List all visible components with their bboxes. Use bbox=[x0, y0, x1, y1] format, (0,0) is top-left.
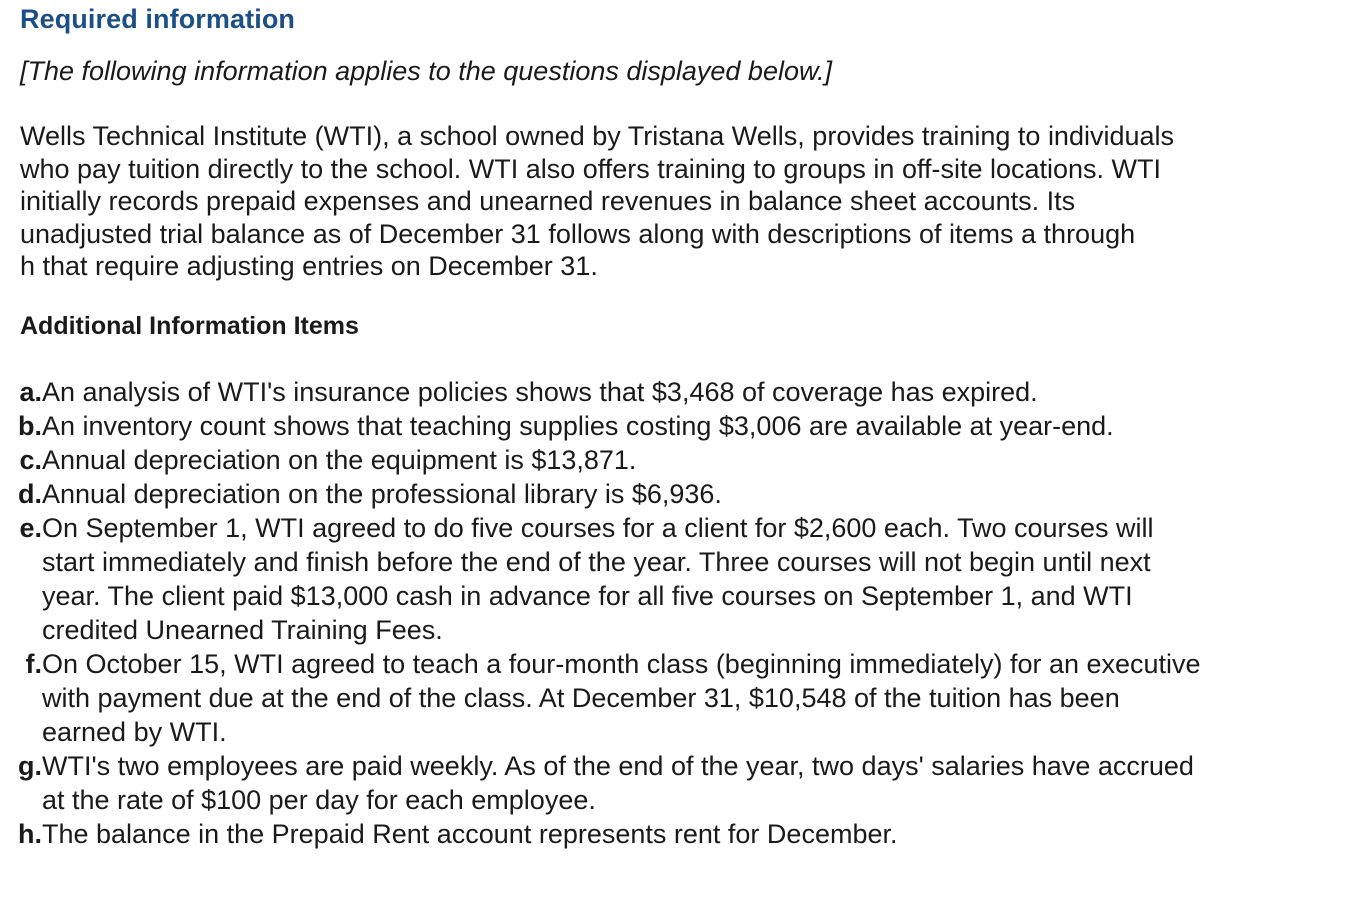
item-line: year. The client paid $13,000 cash in advance for all five courses on September 1, and WTI bbox=[42, 581, 1133, 611]
item-line: On October 15, WTI agreed to teach a four-month class (beginning immediately) for an executive bbox=[42, 649, 1201, 679]
list-item bbox=[10, 375, 1330, 409]
item-line: An inventory count shows that teaching supplies costing $3,006 are available at year-end. bbox=[42, 411, 1114, 441]
item-letter: e. bbox=[19, 513, 42, 543]
list-item bbox=[10, 443, 1330, 477]
item-line: start immediately and finish before the end of the year. Three courses will not begin until next bbox=[42, 547, 1151, 577]
required-information-title: Required information bbox=[20, 4, 296, 34]
item-text bbox=[42, 511, 1330, 647]
list-item bbox=[10, 409, 1330, 443]
item-letter: a. bbox=[19, 377, 42, 407]
item-line: at the rate of $100 per day for each employee. bbox=[42, 785, 596, 815]
item-line: Annual depreciation on the equipment is $13,871. bbox=[42, 445, 637, 475]
item-letter: b. bbox=[18, 411, 42, 441]
list-item bbox=[10, 749, 1330, 817]
item-text bbox=[42, 749, 1330, 817]
intro-line: who pay tuition directly to the school. WTI also offers training to groups in off-site locations. WTI bbox=[20, 153, 1162, 184]
intro-line: h that require adjusting entries on December 31. bbox=[20, 251, 598, 281]
item-line: WTI's two employees are paid weekly. As of the end of the year, two days' salaries have accrued bbox=[42, 751, 1194, 781]
item-line: On September 1, WTI agreed to do five courses for a client for $2,600 each. Two courses will bbox=[42, 513, 1154, 543]
item-line: credited Unearned Training Fees. bbox=[42, 615, 443, 645]
item-letter: d. bbox=[18, 479, 42, 509]
item-line: with payment due at the end of the class. At December 31, $10,548 of the tuition has been bbox=[42, 683, 1120, 713]
item-letter: c. bbox=[19, 445, 42, 475]
item-letter: g. bbox=[18, 751, 42, 781]
item-line: An analysis of WTI's insurance policies shows that $3,468 of coverage has expired. bbox=[42, 377, 1038, 407]
item-text bbox=[42, 443, 1330, 477]
list-item bbox=[10, 647, 1330, 749]
item-letter: f. bbox=[25, 649, 42, 679]
item-text bbox=[42, 477, 1330, 511]
item-line: earned by WTI. bbox=[42, 717, 227, 747]
intro-line: unadjusted trial balance as of December 31 follows along with descriptions of items a through bbox=[20, 218, 1136, 249]
additional-items-list bbox=[10, 375, 1330, 851]
applies-note: [The following information applies to the questions displayed below.] bbox=[20, 56, 832, 86]
list-item bbox=[10, 511, 1330, 647]
item-line: Annual depreciation on the professional library is $6,936. bbox=[42, 479, 722, 509]
item-line: The balance in the Prepaid Rent account represents rent for December. bbox=[42, 819, 898, 849]
item-text bbox=[42, 647, 1330, 749]
list-item bbox=[10, 477, 1330, 511]
intro-line: initially records prepaid expenses and unearned revenues in balance sheet accounts. Its bbox=[20, 186, 1076, 216]
intro-paragraph bbox=[20, 120, 1310, 283]
item-letter: h. bbox=[18, 819, 42, 849]
item-text bbox=[42, 375, 1330, 409]
list-item bbox=[10, 817, 1330, 851]
item-text bbox=[42, 817, 1330, 851]
additional-information-heading: Additional Information Items bbox=[20, 312, 359, 340]
intro-line: Wells Technical Institute (WTI), a school owned by Tristana Wells, provides training to individuals bbox=[20, 121, 1175, 151]
item-text bbox=[42, 409, 1330, 443]
